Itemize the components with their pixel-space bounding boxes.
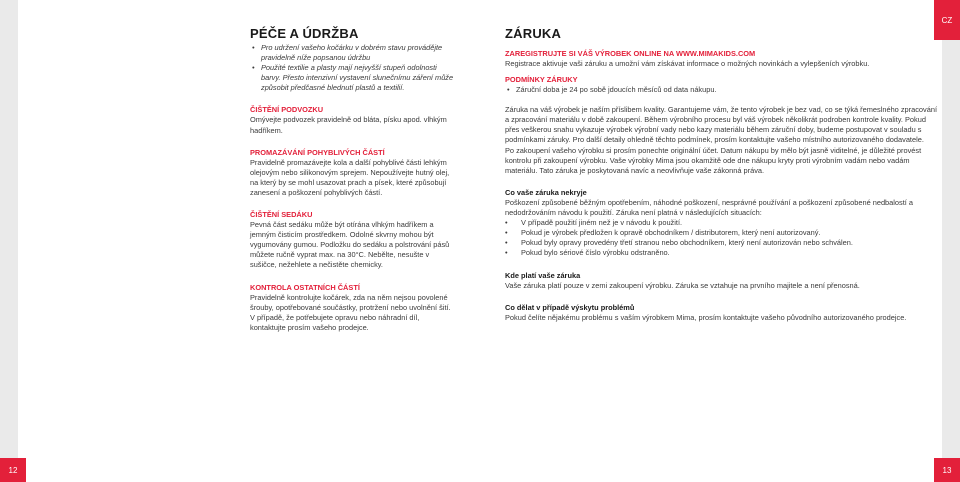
list-item: • Pro udržení vašeho kočárku v dobrém stavu provádějte pravidelně níže popsanou údržbu (250, 43, 454, 63)
other-parts-text: Pravidelně kontrolujte kočárek, zda na něm nejsou povolené šrouby, opotřebované součástky, protržení nebo uvolnění šití. V případě, že potřebujete opravu nebo náhradní díl, kontaktujte prosím vašeho prodejce. (250, 292, 451, 332)
list-item: • Záruční doba je 24 po sobě jdoucích měsíců od data nákupu. (505, 85, 937, 95)
warranty-paragraph-1: Záruka na váš výrobek je naším příslibem kvality. Garantujeme vám, že tento výrobek je bez vad, co se týká řemeslného zpracování a zpracování materiálu v době zakoupení. Během výrobního procesu byl váš výrobek několikrát podroben kontrole kvality. Pokud přes veškerou snahu vykazuje výrobek výrobní vady nebo kazy materiálu během záruční doby, budeme postupovat v souladu s podmínkami záruky. Pro další detaily ohledně těchto podmínek, prosím kontaktujte vašeho místního autorizovaného dodavatele. (505, 105, 937, 145)
left-margin-band (0, 0, 18, 482)
seat-cleaning-text: Pevná část sedáku může být otírána vlhkým hadříkem a jemným čisticím prostředkem. Odolné skvrny mohou být vygumovány gumou. Podložku do sedáku a polstrování pásů můžete ručně vyprat max. na 30°C. Nebělte, nesušte v sušičce, nežehlete a nečistěte chemicky. (250, 220, 450, 270)
lubrication-heading: PROMAZÁVÁNÍ POHYBLIVÝCH ČÁSTÍ (250, 147, 385, 157)
warranty-conditions-list (505, 85, 937, 95)
problems-text: Pokud čelíte nějakému problému s vaším výrobkem Mima, prosím kontaktujte vašeho původního autorizovaného prodejce. (505, 312, 907, 322)
list-item: • Použité textilie a plasty mají nejvyšší stupeň odolnosti barvy. Přesto intenzivní vystavení slunečnímu záření může způsobit předčasné blednutí plastů a textilií. (250, 63, 454, 93)
warranty-title: ZÁRUKA (505, 26, 562, 41)
not-covered-heading: Co vaše záruka nekryje (505, 187, 587, 197)
where-valid-text: Vaše záruka platí pouze v zemi zakoupení výrobku. Záruka se vztahuje na prvního majitele a není přenosná. (505, 280, 860, 290)
chassis-cleaning-heading: ČIŠTĚNÍ PODVOZKU (250, 105, 324, 115)
right-margin-band (942, 0, 960, 482)
list-item: • Pokud bylo sériové číslo výrobku odstraněno. (505, 248, 937, 258)
warranty-conditions-heading: PODMÍNKY ZÁRUKY (505, 75, 578, 85)
care-section (250, 26, 454, 333)
registration-heading: ZAREGISTRUJTE SI VÁŠ VÝROBEK ONLINE NA WWW.MIMAKIDS.COM (505, 49, 756, 58)
lubrication-text: Pravidelně promazávejte kola a další pohyblivé části lehkým olejovým nebo silikonovým sprejem. Nepoužívejte hutný olej, na který by se mohl usazovat prach a písek, které způsobují zanesení a poškození pohyblivých částí. (250, 157, 450, 197)
warranty-section (505, 26, 937, 323)
seat-cleaning-heading: ČIŠTĚNÍ SEDÁKU (250, 210, 313, 220)
care-intro-list (250, 43, 454, 93)
registration-text: Registrace aktivuje vaši záruku a umožní vám získávat informace o možných novinkách a vylepšeních výrobku. (505, 59, 870, 68)
care-title: PÉČE A ÚDRŽBA (250, 26, 359, 41)
other-parts-heading: KONTROLA OSTATNÍCH ČÁSTÍ (250, 282, 360, 292)
page-number-right: 13 (934, 458, 960, 482)
language-tab: CZ (934, 0, 960, 40)
not-covered-text: Poškození způsobené běžným opotřebením, náhodné poškození, nesprávné používání a poškození způsobené nedbalostí a nedodržováním návodu k použití. Záruka není platná v následujících situacích: (505, 197, 914, 218)
problems-heading: Co dělat v případě výskytu problémů (505, 302, 635, 312)
list-item: • Pokud byly opravy provedény třetí stranou nebo obchodníkem, který není autorizován nebo schválen. (505, 238, 937, 248)
warranty-paragraph-2: Po zakoupení vašeho výrobku si prosím ponechte originální účet. Datum nákupu by mělo být jasně viditelné, je důležité provést kontrolu při zakoupení výrobku. Vaše výrobky Mima jsou okamžitě ode dne nákupu kryty proti výrobním vadám nebo vadám materiálu. Tato záruka je poskytovaná navíc a neovlivňuje vaše zákonná práva. (505, 145, 922, 175)
list-item: • V případě použití jiném než je v návodu k použití. (505, 218, 937, 228)
page-number-left: 12 (0, 458, 26, 482)
list-item: • Pokud je výrobek předložen k opravě obchodníkem / distributorem, který není autorizovaný. (505, 228, 937, 238)
not-covered-list (505, 218, 937, 258)
chassis-cleaning-text: Omývejte podvozek pravidelně od bláta, písku apod. vlhkým hadříkem. (250, 115, 447, 135)
where-valid-heading: Kde platí vaše záruka (505, 270, 581, 280)
